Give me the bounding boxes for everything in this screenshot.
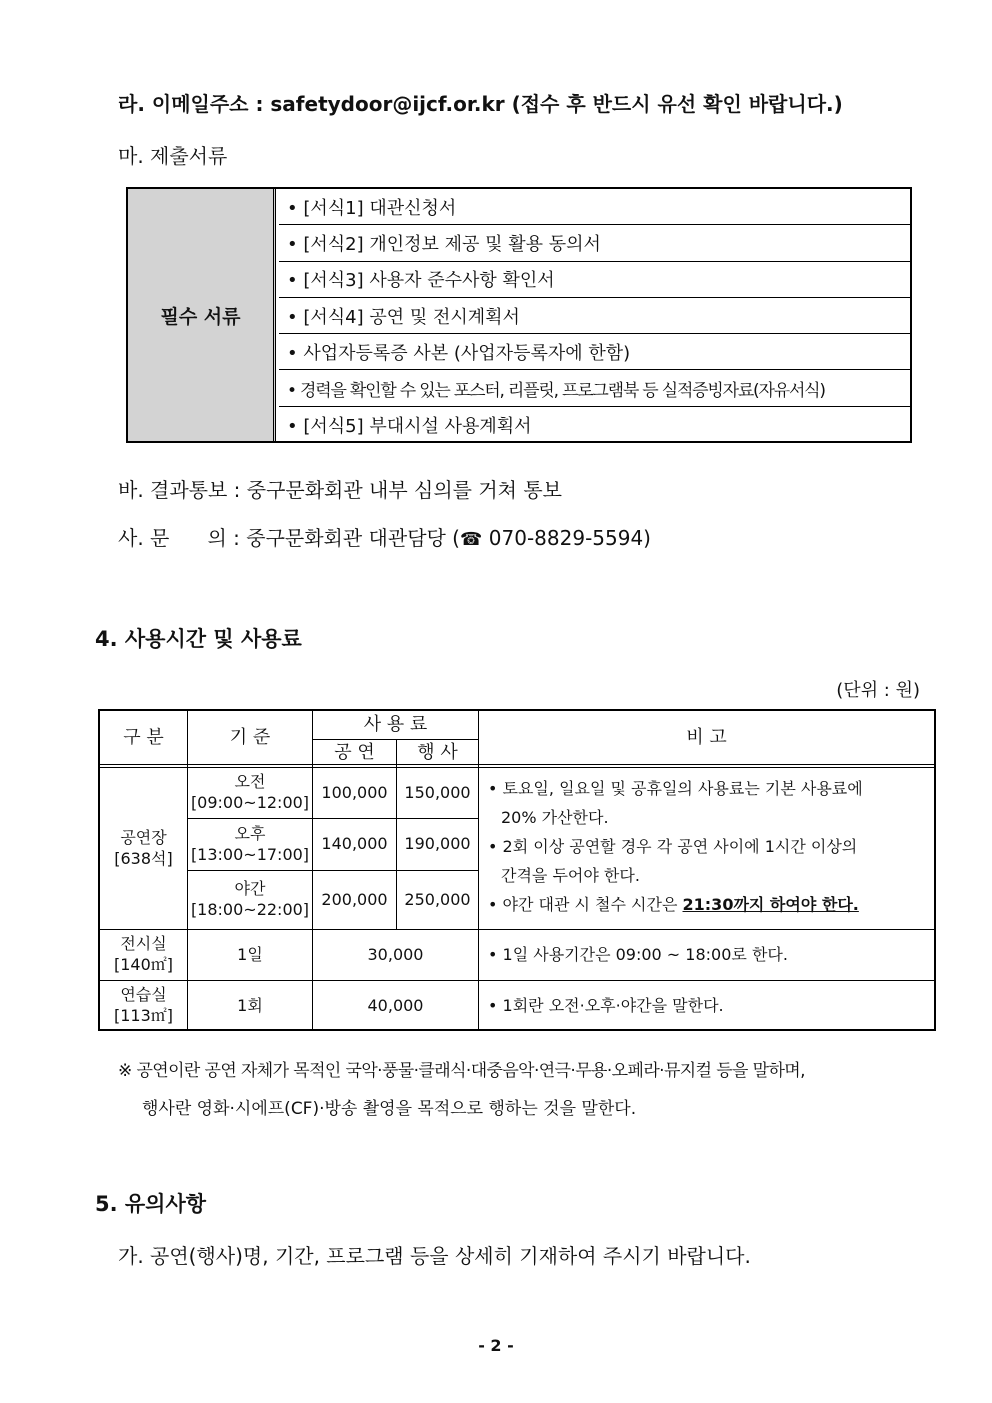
doc-item: • [서식5] 부대시설 사용계획서 bbox=[287, 415, 532, 437]
fee-event: 250,000 bbox=[404, 889, 471, 909]
docs-label: 필수 서류 bbox=[128, 189, 276, 441]
remark-line: 20% 가산한다. bbox=[501, 808, 609, 827]
exhibition-name: 전시실 bbox=[120, 934, 167, 954]
remark-text: • 야간 대관 시 철수 시간은 bbox=[488, 895, 683, 914]
header-category: 구 분 bbox=[123, 727, 164, 749]
slot-morning bbox=[188, 768, 312, 818]
slot-name: 야간 bbox=[234, 879, 266, 899]
header-remarks: 비 고 bbox=[686, 727, 727, 749]
remark-line bbox=[488, 890, 863, 919]
slot-name: 오후 bbox=[234, 823, 266, 843]
docs-list bbox=[279, 189, 910, 441]
header-criteria: 기 준 bbox=[229, 727, 271, 749]
doc-item: • [서식1] 대관신청서 bbox=[279, 189, 910, 225]
remark-emphasis: 21:30까지 하여야 한다. bbox=[682, 895, 859, 914]
fee-performance: 100,000 bbox=[321, 782, 388, 802]
footnote-1: ※ 공연이란 공연 자체가 목적인 국악·풍물·클래식·대중음악·연극·무용·오페라·뮤지컬 등을 말하며, bbox=[118, 1061, 805, 1081]
notice-item-1: 가. 공연(행사)명, 기간, 프로그램 등을 상세히 기재하여 주시기 바랍니다. bbox=[118, 1244, 751, 1268]
doc-item: • [서식3] 사용자 준수사항 확인서 bbox=[279, 262, 910, 298]
exhibition-fee: 30,000 bbox=[367, 944, 424, 964]
exhibition-remark: • 1일 사용기간은 09:00 ~ 18:00로 한다. bbox=[488, 944, 788, 964]
practice-criteria: 1회 bbox=[237, 995, 263, 1015]
footnote-2: 행사란 영화·시에프(CF)·방송 촬영을 목적으로 행하는 것을 말한다. bbox=[142, 1099, 637, 1119]
required-documents-table bbox=[126, 187, 912, 443]
header-fee: 사 용 료 bbox=[363, 714, 428, 736]
telephone-icon: ☎ bbox=[460, 529, 483, 550]
doc-item: • 사업자등록증 사본 (사업자등록자에 한함) bbox=[279, 334, 910, 370]
hall-remarks bbox=[488, 774, 863, 919]
page-number: - 2 - bbox=[478, 1336, 514, 1355]
practice-remark: • 1회란 오전·오후·야간을 말한다. bbox=[488, 995, 724, 1015]
email-line: 라. 이메일주소 : safetydoor@ijcf.or.kr (접수 후 반드시 유선 확인 바랍니다.) bbox=[118, 92, 843, 116]
result-line: 바. 결과통보 : 중구문화회관 내부 심의를 거쳐 통보 bbox=[118, 478, 562, 502]
docs-title: 마. 제출서류 bbox=[118, 144, 228, 168]
slot-name: 오전 bbox=[234, 772, 266, 792]
header-event: 행 사 bbox=[417, 741, 458, 763]
exhibition-cell bbox=[100, 930, 187, 980]
doc-item: • [서식4] 공연 및 전시계획서 bbox=[279, 298, 910, 334]
fee-performance: 200,000 bbox=[321, 889, 388, 909]
practice-area: [113㎡] bbox=[113, 1006, 174, 1025]
fee-table bbox=[98, 709, 936, 1031]
slot-night bbox=[188, 871, 312, 929]
inquiry-phone: 070-8829-5594) bbox=[482, 526, 651, 550]
slot-time: [13:00~17:00] bbox=[190, 844, 310, 864]
hall-cell bbox=[100, 768, 187, 929]
doc-item: • 경력을 확인할 수 있는 포스터, 리플릿, 프로그램북 등 실적증빙자료(자유서식) bbox=[279, 370, 910, 406]
slot-time: [18:00~22:00] bbox=[190, 900, 310, 919]
fee-event: 150,000 bbox=[404, 782, 471, 802]
section5-heading: 5. 유의사항 bbox=[95, 1192, 207, 1216]
header-performance: 공 연 bbox=[334, 741, 375, 763]
unit-label: (단위 : 원) bbox=[836, 680, 920, 701]
exhibition-area: [140㎡] bbox=[113, 955, 174, 974]
exhibition-criteria: 1일 bbox=[237, 944, 263, 964]
hall-seats: [638석] bbox=[114, 848, 173, 868]
section4-heading: 4. 사용시간 및 사용료 bbox=[95, 627, 302, 651]
fee-event: 190,000 bbox=[404, 834, 471, 854]
practice-fee: 40,000 bbox=[367, 995, 424, 1015]
inquiry-prefix: 사. 문 의 : 중구문화회관 대관담당 ( bbox=[118, 526, 460, 550]
doc-item: • [서식2] 개인정보 제공 및 활용 동의서 bbox=[279, 225, 910, 261]
remark-line: • 토요일, 일요일 및 공휴일의 사용료는 기본 사용료에 bbox=[488, 779, 863, 798]
practice-cell bbox=[100, 981, 187, 1031]
slot-afternoon bbox=[188, 819, 312, 870]
fee-performance: 140,000 bbox=[321, 834, 388, 854]
hall-name: 공연장 bbox=[120, 827, 167, 847]
slot-time: [09:00~12:00] bbox=[190, 793, 310, 812]
inquiry-line bbox=[118, 522, 651, 551]
remark-line: 간격을 두어야 한다. bbox=[501, 866, 640, 885]
practice-name: 연습실 bbox=[120, 985, 167, 1005]
remark-line: • 2회 이상 공연할 경우 각 공연 사이에 1시간 이상의 bbox=[488, 837, 858, 856]
